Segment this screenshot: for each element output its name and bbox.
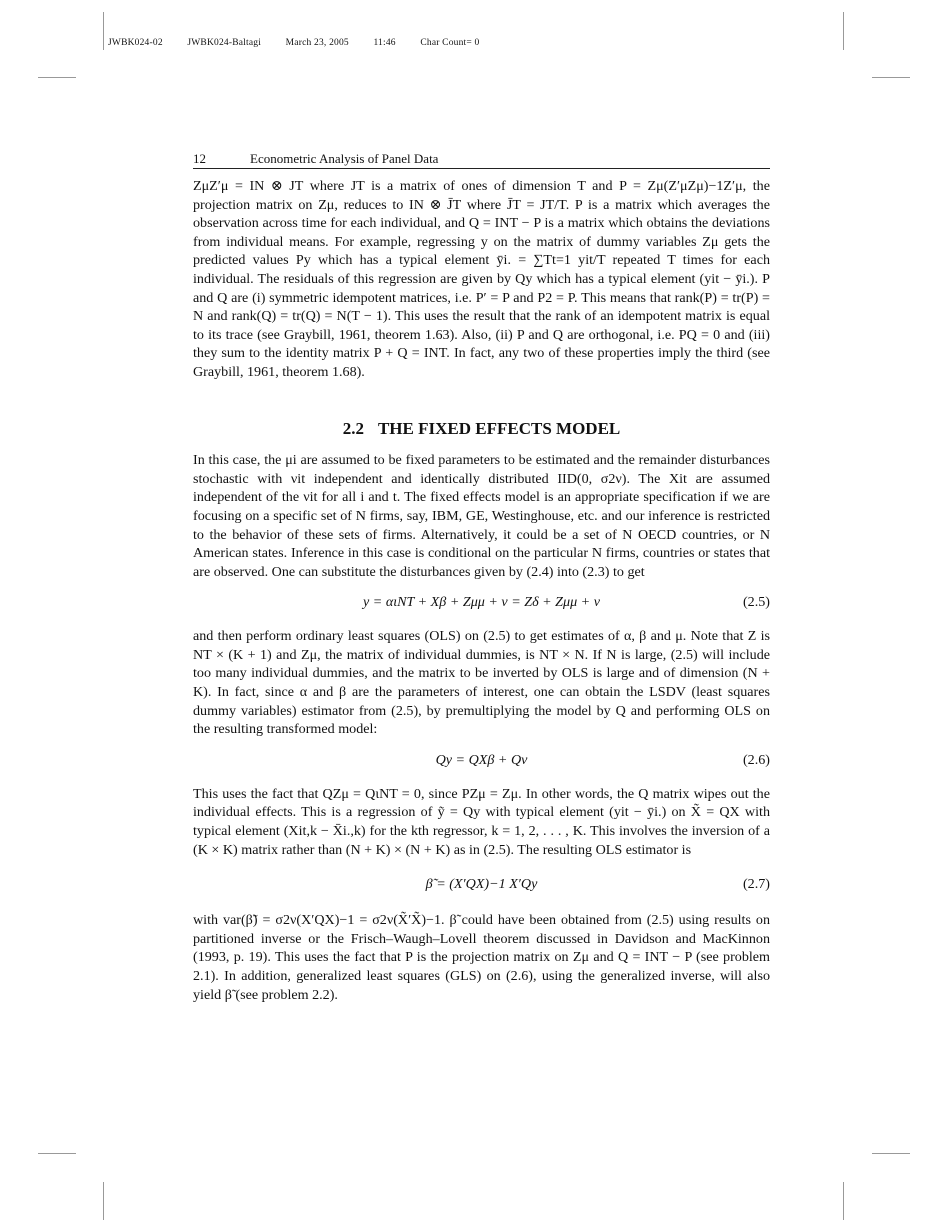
section-title: THE FIXED EFFECTS MODEL bbox=[377, 418, 621, 438]
production-header bbox=[108, 38, 501, 48]
paragraph: with var(β̃) = σ2ν(X′QX)−1 = σ2ν(X̃′X̃)−1. β̃ could have been obtained from (2.5) using results on partitioned inverse or the Frisch–Waugh–Lovell theorem discussed in Davidson and MacKinnon (1993, p. 19). This uses the fact that P is the projection matrix on Zμ and Q = INT − P (see problem 2.1). In addition, generalized least squares (GLS) on (2.6), using the generalized inverse, will also yield β̃ (see problem 2.2). bbox=[193, 912, 770, 1003]
crop-mark bbox=[843, 1182, 844, 1220]
equation-formula: y = αιNT + Xβ + Zμμ + ν = Zδ + Zμμ + ν bbox=[363, 594, 600, 611]
crop-mark bbox=[38, 1153, 76, 1154]
crop-mark bbox=[843, 12, 844, 50]
equation-number: (2.5) bbox=[742, 594, 770, 611]
crop-mark bbox=[872, 77, 910, 78]
equation bbox=[193, 875, 770, 894]
crop-mark bbox=[103, 1182, 104, 1220]
char-count: Char Count= 0 bbox=[420, 38, 480, 48]
equation-formula: β̃ = (X′QX)−1 X′Qy bbox=[425, 876, 538, 893]
equation-number: (2.7) bbox=[742, 876, 770, 893]
crop-mark bbox=[872, 1153, 910, 1154]
running-head bbox=[193, 150, 770, 169]
section-heading bbox=[193, 420, 770, 439]
equation-formula: Qy = QXβ + Qν bbox=[435, 751, 528, 768]
file-code: JWBK024-02 bbox=[108, 38, 163, 48]
equation bbox=[193, 593, 770, 612]
paragraph: and then perform ordinary least squares (OLS) on (2.5) to get estimates of α, β and μ. Note that Z is NT × (K + 1) and Zμ, the matrix of individual dummies, is NT × N. If N is large, (2.5) will include too many individual dummies, and the matrix to be inverted by OLS is large and of dimension (N + K). In fact, since α and β are the parameters of interest, one can obtain the LSDV (least squares dummy variables) estimator from (2.5), by premultiplying the model by Q and performing OLS on the resulting transformed model: bbox=[193, 628, 770, 738]
section-number: 2.2 bbox=[342, 418, 364, 438]
crop-mark bbox=[38, 77, 76, 78]
crop-mark bbox=[103, 12, 104, 50]
page-number: 12 bbox=[193, 151, 206, 166]
paragraph: In this case, the μi are assumed to be fixed parameters to be estimated and the remainder disturbances stochastic with νit independent and identically distributed IID(0, σ2ν). The Xit are assumed independent of the νit for all i and t. The fixed effects model is an appropriate specification if we are focusing on a specific set of N firms, say, IBM, GE, Westinghouse, etc. and our inference is restricted to the behavior of these sets of firms. Alternatively, it could be a set of N OECD countries, or N American states. Inference in this case is conditional on the particular N firms, countries or states that are observed. One can substitute the disturbances given by (2.4) into (2.3) to get bbox=[193, 452, 770, 580]
body-text bbox=[193, 177, 770, 1004]
book-title: Econometric Analysis of Panel Data bbox=[250, 151, 439, 166]
equation-number: (2.6) bbox=[742, 751, 770, 768]
time: 11:46 bbox=[373, 38, 396, 48]
paragraph: This uses the fact that QZμ = QιNT = 0, since PZμ = Zμ. In other words, the Q matrix wipes out the individual effects. This is a regression of ỹ = Qy with typical element (yit − ȳi.) on X̃ = QX with typical element (Xit,k − X̄i.,k) for the kth regressor, k = 1, 2, . . . , K. This involves the inversion of a (K × K) matrix rather than (N + K) × (N + K) as in (2.5). The resulting OLS estimator is bbox=[193, 785, 770, 858]
paragraph: ZμZ′μ = IN ⊗ JT where JT is a matrix of ones of dimension T and P = Zμ(Z′μZμ)−1Z′μ, the projection matrix on Zμ, reduces to IN ⊗ J̄T where J̄T = JT/T. P is a matrix which averages the observation across time for each individual, and Q = INT − P is a matrix which obtains the deviations from individual means. For example, regressing y on the matrix of dummy variables Zμ gets the predicted values Py which has a typical element ȳi. = ∑Tt=1 yit/T repeated T times for each individual. The residuals of this regression are given by Qy which has a typical element (yit − ȳi.). P and Q are (i) symmetric idempotent matrices, i.e. P′ = P and P2 = P. This means that rank(P) = tr(P) = N and rank(Q) = tr(Q) = N(T − 1). This uses the result that the rank of an idempotent matrix is equal to its trace (see Graybill, 1961, theorem 1.63). Also, (ii) P and Q are orthogonal, i.e. PQ = 0 and (iii) they sum to the identity matrix P + Q = INT. In fact, any two of these properties imply the third (see Graybill, 1961, theorem 1.68). bbox=[193, 178, 770, 380]
date: March 23, 2005 bbox=[285, 38, 349, 48]
equation bbox=[193, 751, 770, 770]
book-code: JWBK024-Baltagi bbox=[187, 38, 262, 48]
